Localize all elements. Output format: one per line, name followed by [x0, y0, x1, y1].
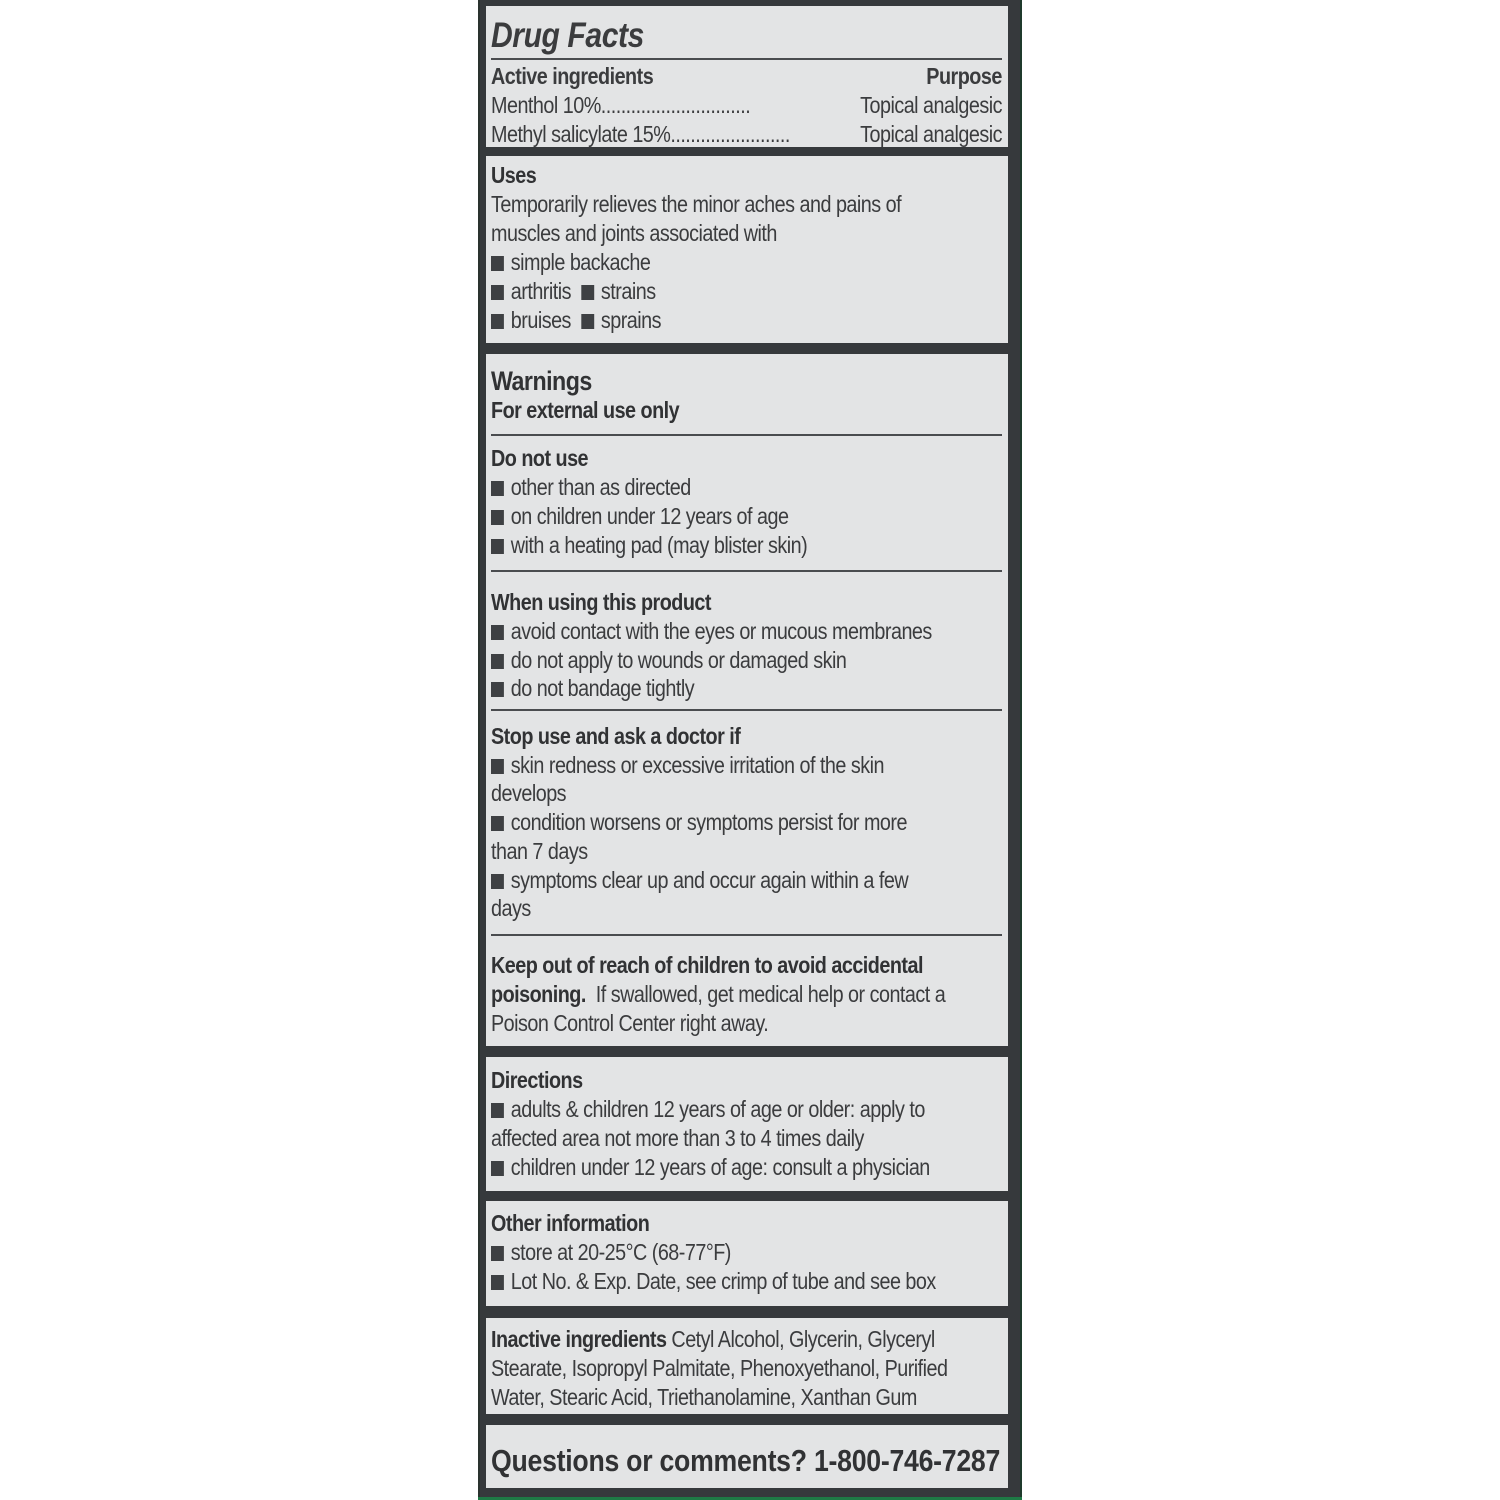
ingredient-name: Methyl salicylate 15% [491, 121, 671, 147]
bullet-square-icon [491, 314, 504, 329]
warnings-heading: Warnings [491, 366, 592, 396]
directions-box [486, 1057, 1008, 1191]
dot-leader: ........................ [670, 121, 790, 147]
section-divider [491, 934, 1002, 936]
bullet-square-icon [491, 1161, 504, 1176]
when-using-item: avoid contact with the eyes or mucous membranes [491, 617, 932, 646]
use-item: strains [600, 278, 656, 304]
uses-box [486, 156, 1008, 343]
stop-use-item-continued: develops [491, 780, 567, 806]
stop-use-item-continued: than 7 days [491, 838, 588, 864]
uses-list-line [491, 248, 650, 277]
uses-intro-line: muscles and joints associated with [491, 220, 777, 246]
bullet-square-icon [491, 1275, 504, 1290]
uses-heading: Uses [491, 162, 537, 188]
bullet-square-icon [491, 625, 504, 640]
bullet-square-icon [491, 510, 504, 525]
use-item: arthritis [510, 278, 571, 304]
directions-item-continued: affected area not more than 3 to 4 times daily [491, 1125, 864, 1151]
ingredient-row [491, 91, 1002, 120]
other-information-item: store at 20-25°C (68-77°F) [491, 1238, 731, 1267]
purpose-heading: Purpose [926, 63, 1002, 89]
other-information-item: Lot No. & Exp. Date, see crimp of tube and see box [491, 1267, 936, 1296]
dot-leader: .............................. [600, 92, 751, 118]
section-divider [491, 434, 1002, 436]
stop-use-item-continued: days [491, 895, 531, 921]
directions-heading: Directions [491, 1067, 583, 1093]
questions-label: Questions or comments? [491, 1443, 807, 1478]
bullet-square-icon [491, 654, 504, 669]
drug-facts-panel [478, 0, 1022, 1500]
ingredient-name: Menthol 10% [491, 92, 601, 118]
directions-item: adults & children 12 years of age or older: apply to [491, 1095, 925, 1124]
questions-box [486, 1425, 1008, 1488]
inactive-ingredients-line: Water, Stearic Acid, Triethanolamine, Xanthan Gum [491, 1384, 917, 1410]
other-information-box [486, 1201, 1008, 1306]
bullet-square-icon [491, 816, 504, 831]
bullet-square-icon [491, 256, 504, 271]
bullet-square-icon [491, 1246, 504, 1261]
warnings-box [486, 354, 1008, 1046]
other-information-heading: Other information [491, 1210, 650, 1236]
when-using-item: do not apply to wounds or damaged skin [491, 646, 846, 675]
active-ingredients-heading: Active ingredients [491, 63, 654, 89]
phone-number: 1-800-746-7287 [813, 1443, 1001, 1478]
when-using-item: do not bandage tightly [491, 674, 694, 703]
bullet-square-icon [491, 481, 504, 496]
questions-line [491, 1443, 1000, 1479]
bullet-square-icon [491, 682, 504, 697]
external-use-subheading: For external use only [491, 397, 680, 423]
bullet-square-icon [491, 285, 504, 300]
bullet-square-icon [581, 285, 594, 300]
section-divider [491, 570, 1002, 572]
section-divider [491, 709, 1002, 711]
active-ingredients-header-row [491, 62, 1002, 91]
title-divider [491, 58, 1002, 60]
use-item: bruises [510, 307, 571, 333]
inactive-ingredients-box [486, 1318, 1008, 1414]
inactive-ingredients-line: Inactive ingredients Cetyl Alcohol, Glycerin, Glyceryl [491, 1326, 935, 1352]
inactive-ingredients-heading: Inactive ingredients [491, 1326, 667, 1352]
directions-item: children under 12 years of age: consult a physician [491, 1153, 930, 1182]
use-item: simple backache [510, 249, 651, 275]
ingredient-purpose: Topical analgesic [860, 121, 1002, 147]
bullet-square-icon [491, 1103, 504, 1118]
keep-out-of-reach-text: poisoning. If swallowed, get medical help or contact a [491, 981, 946, 1007]
drug-facts-title: Drug Facts [491, 16, 644, 55]
keep-out-of-reach-heading: Keep out of reach of children to avoid accidental [491, 952, 923, 978]
active-ingredients-box [486, 6, 1008, 147]
bullet-square-icon [581, 314, 594, 329]
stop-use-item: condition worsens or symptoms persist for more [491, 808, 907, 837]
ingredient-purpose: Topical analgesic [860, 92, 1002, 118]
do-not-use-item: on children under 12 years of age [491, 502, 788, 531]
inactive-ingredients-line: Stearate, Isopropyl Palmitate, Phenoxyethanol, Purified [491, 1355, 948, 1381]
uses-intro-line: Temporarily relieves the minor aches and pains of [491, 191, 902, 217]
when-using-heading: When using this product [491, 589, 711, 615]
bullet-square-icon [491, 759, 504, 774]
bullet-square-icon [491, 539, 504, 554]
stop-use-heading: Stop use and ask a doctor if [491, 723, 741, 749]
uses-list-line [491, 277, 656, 306]
do-not-use-item: with a heating pad (may blister skin) [491, 531, 807, 560]
keep-out-of-reach-text: Poison Control Center right away. [491, 1010, 769, 1036]
stop-use-item: skin redness or excessive irritation of the skin [491, 751, 884, 780]
ingredient-row [491, 120, 1002, 149]
uses-list-line [491, 306, 661, 335]
use-item: sprains [600, 307, 662, 333]
do-not-use-item: other than as directed [491, 473, 691, 502]
do-not-use-heading: Do not use [491, 445, 589, 471]
bullet-square-icon [491, 874, 504, 889]
stop-use-item: symptoms clear up and occur again within a few [491, 866, 908, 895]
